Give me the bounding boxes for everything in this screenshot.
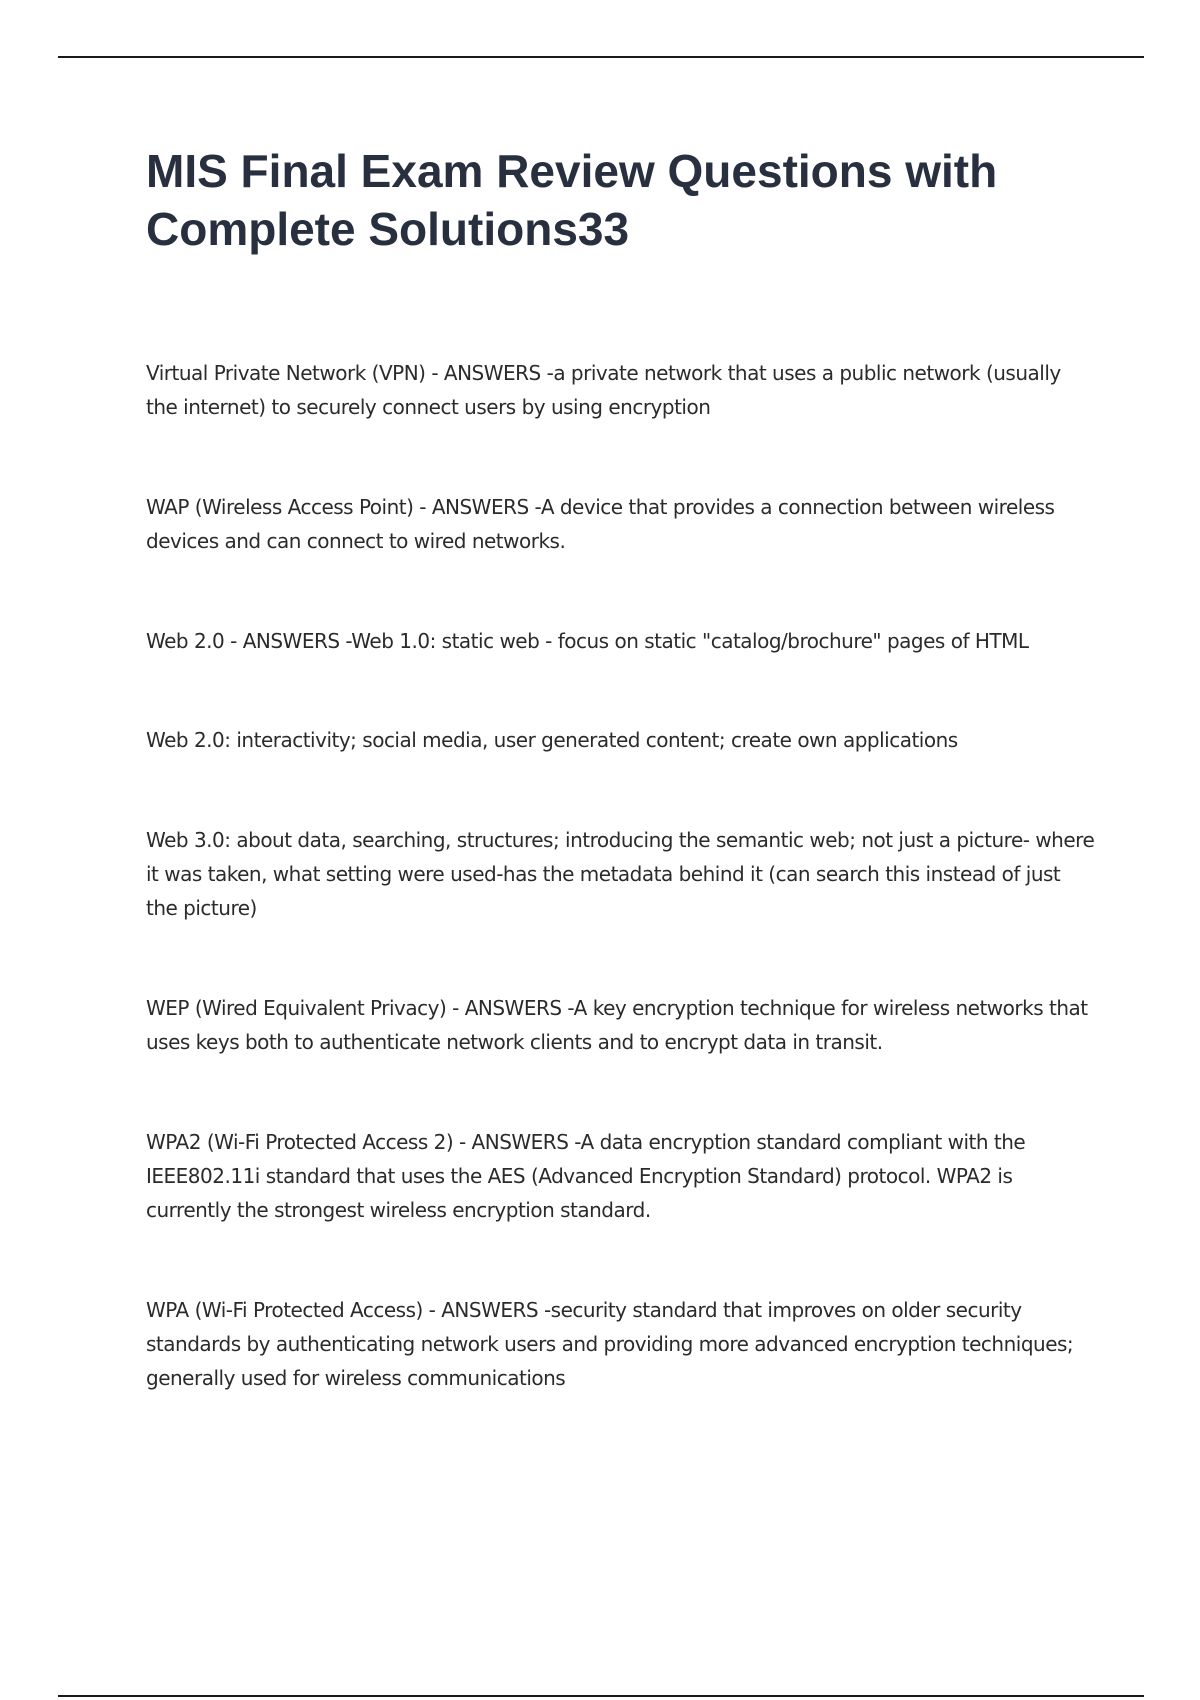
entry-wap: WAP (Wireless Access Point) - ANSWERS -A device that provides a connection between wireless devices and can connect to wired networks. bbox=[146, 495, 1055, 553]
entry-vpn: Virtual Private Network (VPN) - ANSWERS -a private network that uses a public network (usually the internet) to securely connect users by using encryption bbox=[146, 361, 1061, 419]
entry-wep: WEP (Wired Equivalent Privacy) - ANSWERS -A key encryption technique for wireless networks that uses keys both to authenticate network clients and to encrypt data in transit. bbox=[146, 996, 1088, 1054]
entry-wpa2: WPA2 (Wi-Fi Protected Access 2) - ANSWERS -A data encryption standard compliant with the IEEE802.11i standard that uses the AES (Advanced Encryption Standard) protocol. WPA2 is currently the strongest wireless encryption standard. bbox=[146, 1130, 1026, 1222]
entry-web-3-0-detail: Web 3.0: about data, searching, structures; introducing the semantic web; not just a picture- where it was taken, what setting were used-has the metadata behind it (can search this instead of just the picture) bbox=[146, 828, 1095, 920]
bottom-divider bbox=[58, 1695, 1144, 1697]
entry-web-2-0: Web 2.0 - ANSWERS -Web 1.0: static web - focus on static "catalog/brochure" pages of HTML bbox=[146, 629, 1029, 653]
entry-wpa: WPA (Wi-Fi Protected Access) - ANSWERS -security standard that improves on older security standards by authenticating network users and providing more advanced encryption techniques; generally used for wireless communications bbox=[146, 1298, 1074, 1390]
entry-web-2-0-detail: Web 2.0: interactivity; social media, user generated content; create own applications bbox=[146, 728, 958, 752]
page-title: MIS Final Exam Review Questions with Complete Solutions33 bbox=[146, 145, 998, 255]
top-divider bbox=[58, 56, 1144, 58]
